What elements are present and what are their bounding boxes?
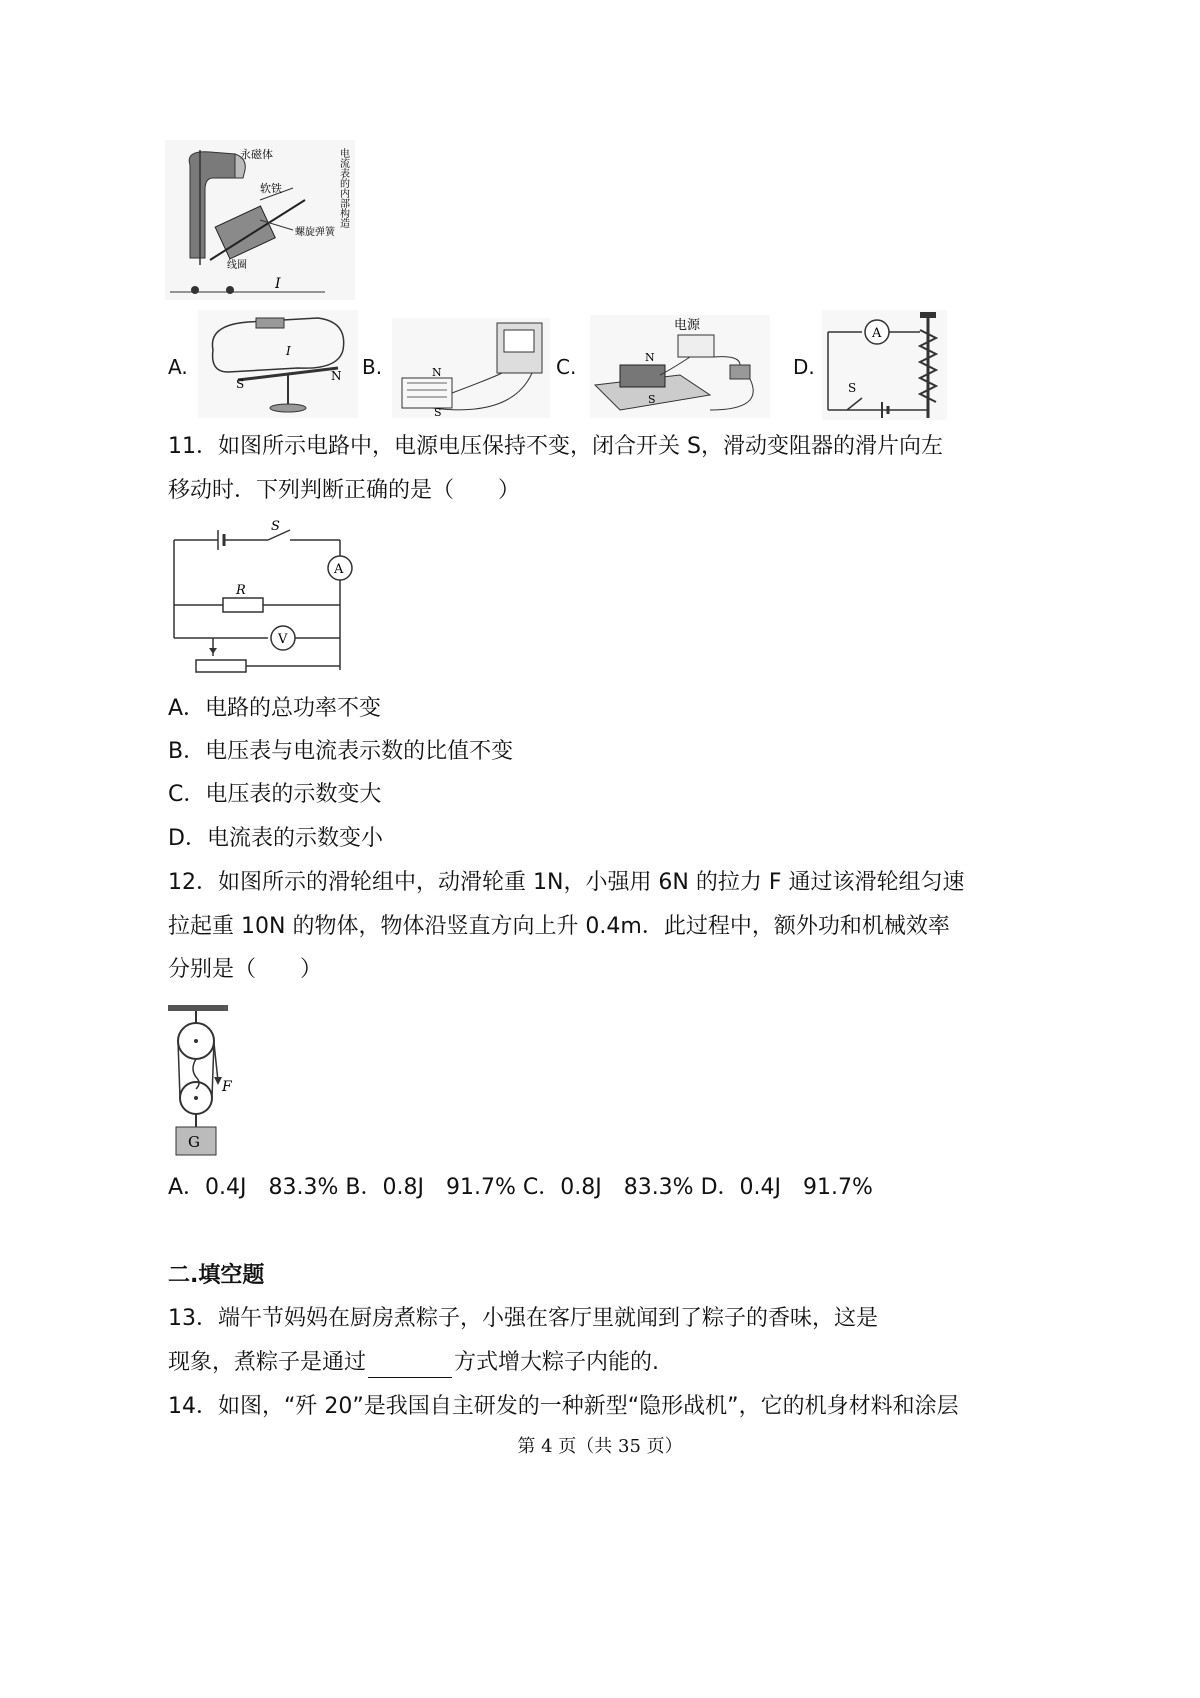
q12-stem-line3: 分别是（ ） <box>168 957 323 982</box>
opt-a-i: I <box>286 344 291 358</box>
q11-option-b: B．电压表与电流表示数的比值不变 <box>168 739 514 764</box>
q11-option-c: C．电压表的示数变大 <box>168 782 382 807</box>
q12-options: A．0.4J 83.3% B．0.8J 91.7% C．0.8J 83.3% D．0.4J 91.7% <box>168 1175 873 1200</box>
q10-option-c-figure <box>590 315 770 418</box>
q11-fig-s: S <box>271 519 280 534</box>
q11-option-a: A．电路的总功率不变 <box>168 696 382 721</box>
q10-option-a-label: A. <box>168 355 188 379</box>
q11-fig-v: V <box>278 632 288 647</box>
q12-pulley-figure <box>166 1003 236 1159</box>
q10-option-b-label: B. <box>362 355 383 379</box>
ammeter-structure-figure <box>165 140 355 300</box>
q13-line2-part-b: 方式增大粽子内能的. <box>454 1350 660 1375</box>
q13-line2-part-a: 现象，煮粽子是通过 <box>168 1350 367 1375</box>
opt-d-s: S <box>848 381 857 395</box>
q11-circuit-figure <box>168 518 358 680</box>
q12-fig-f: F <box>222 1079 232 1095</box>
q10-option-d-label: D. <box>793 355 815 379</box>
label-coil: 线圈 <box>227 260 247 271</box>
q11-stem-line2: 移动时．下列判断正确的是（ ） <box>168 478 521 503</box>
q10-option-c-label: C. <box>556 355 577 379</box>
opt-d-a: A <box>872 326 882 341</box>
page-footer: 第 4 页（共 35 页） <box>517 1436 683 1457</box>
q12-stem-line1: 12．如图所示的滑轮组中，动滑轮重 1N，小强用 6N 的拉力 F 通过该滑轮组匀速 <box>168 870 965 895</box>
opt-b-n: N <box>432 366 442 379</box>
q10-option-a-figure <box>198 310 358 418</box>
opt-a-n: N <box>331 369 342 383</box>
q13-answer-blank[interactable] <box>368 1355 452 1378</box>
label-current: I <box>275 276 281 292</box>
opt-a-s: S <box>236 377 245 391</box>
q11-stem-line1: 11．如图所示电路中，电源电压保持不变，闭合开关 S，滑动变阻器的滑片向左 <box>168 434 943 459</box>
q11-fig-a: A <box>334 562 344 577</box>
opt-c-n: N <box>645 351 655 364</box>
q11-option-d: D．电流表的示数变小 <box>168 826 383 851</box>
label-magnet: 永磁体 <box>240 148 273 161</box>
q12-stem-line2: 拉起重 10N 的物体，物体沿竖直方向上升 0.4m．此过程中，额外功和机械效率 <box>168 914 950 939</box>
q13-stem-line1: 13．端午节妈妈在厨房煮粽子，小强在客厅里就闻到了粽子的香味，这是 <box>168 1306 878 1331</box>
section-title-fill-in: 二.填空题 <box>168 1263 265 1288</box>
label-soft-iron: 软铁 <box>260 182 282 195</box>
q13-stem-line2 <box>168 1348 659 1378</box>
opt-c-s: S <box>648 393 656 406</box>
label-caption: 电流表的内部构造 <box>337 148 349 228</box>
q10-option-b-figure <box>392 318 550 418</box>
q14-stem-line1: 14．如图，“歼 20”是我国自主研发的一种新型“隐形战机”，它的机身材料和涂层 <box>168 1394 959 1419</box>
q12-fig-g: G <box>188 1133 200 1151</box>
opt-c-power: 电源 <box>674 318 701 333</box>
label-spring: 螺旋弹簧 <box>295 227 335 238</box>
q11-fig-r: R <box>236 583 246 598</box>
q10-option-d-figure <box>822 310 947 420</box>
opt-b-s: S <box>434 406 442 418</box>
